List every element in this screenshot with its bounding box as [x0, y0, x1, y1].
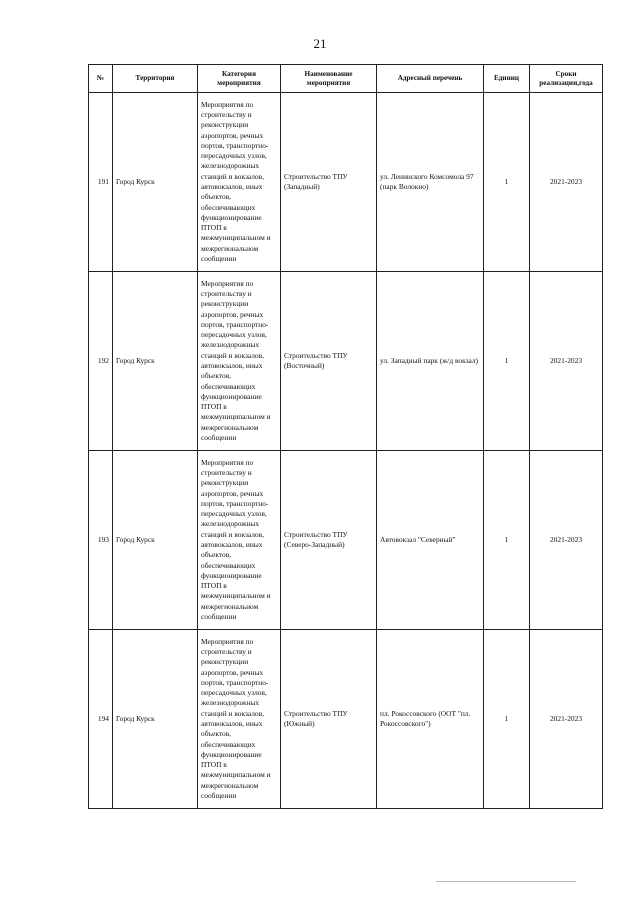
table-row	[89, 451, 603, 630]
row-territory: Город Курск	[113, 451, 198, 630]
header-name: Наименование мероприятия	[281, 65, 377, 93]
row-name: Строительство ТПУ (Восточный)	[281, 272, 377, 451]
row-category: Мероприятия по строительству и реконструкции аэропортов, речных портов, транспортно-пересадочных узлов, железнодорожных станций и вокзалов, автовокзалов, иных объектов, обеспечивающих функционирование ПТОП в межмуниципальном и межрегиональном сообщении	[198, 272, 281, 451]
row-dates: 2021-2023	[530, 93, 603, 272]
row-territory: Город Курск	[113, 93, 198, 272]
row-dates: 2021-2023	[530, 451, 603, 630]
row-category: Мероприятия по строительству и реконструкции аэропортов, речных портов, транспортно-пересадочных узлов, железнодорожных станций и вокзалов, автовокзалов, иных объектов, обеспечивающих функционирование ПТОП в межмуниципальном и межрегиональном сообщении	[198, 630, 281, 809]
scan-artifact-line	[436, 881, 576, 882]
table-row	[89, 272, 603, 451]
row-dates: 2021-2023	[530, 272, 603, 451]
header-category: Категория мероприятия	[198, 65, 281, 93]
row-count: 1	[484, 630, 530, 809]
measures-table	[88, 64, 603, 809]
row-name: Строительство ТПУ (Западный)	[281, 93, 377, 272]
row-number: 192	[89, 272, 113, 451]
row-number: 194	[89, 630, 113, 809]
row-territory: Город Курск	[113, 630, 198, 809]
row-address: ул. Западный парк (ж/д вокзал)	[377, 272, 484, 451]
row-name: Строительство ТПУ (Северо-Западный)	[281, 451, 377, 630]
row-count: 1	[484, 93, 530, 272]
row-number: 193	[89, 451, 113, 630]
table-header-row	[89, 65, 603, 93]
row-address: Автовокзал "Северный"	[377, 451, 484, 630]
table-row	[89, 630, 603, 809]
row-count: 1	[484, 272, 530, 451]
header-address: Адресный перечень	[377, 65, 484, 93]
row-address: пл. Рокоссовского (ООТ "пл. Рокоссовского")	[377, 630, 484, 809]
header-number: №	[89, 65, 113, 93]
row-category: Мероприятия по строительству и реконструкции аэропортов, речных портов, транспортно-пересадочных узлов, железнодорожных станций и вокзалов, автовокзалов, иных объектов, обеспечивающих функционирование ПТОП в межмуниципальном и межрегиональном сообщении	[198, 451, 281, 630]
header-dates: Сроки реализации,года	[530, 65, 603, 93]
page-number: 21	[313, 36, 327, 51]
header-count: Единиц	[484, 65, 530, 93]
row-count: 1	[484, 451, 530, 630]
table-row	[89, 93, 603, 272]
row-name: Строительство ТПУ (Южный)	[281, 630, 377, 809]
header-territory: Территория	[113, 65, 198, 93]
row-territory: Город Курск	[113, 272, 198, 451]
row-address: ул. Ленинского Комсомола 97 (парк Волокно)	[377, 93, 484, 272]
row-dates: 2021-2023	[530, 630, 603, 809]
row-category: Мероприятия по строительству и реконструкции аэропортов, речных портов, транспортно-пересадочных узлов, железнодорожных станций и вокзалов, автовокзалов, иных объектов, обеспечивающих функционирование ПТОП в межмуниципальном и межрегиональном сообщении	[198, 93, 281, 272]
row-number: 191	[89, 93, 113, 272]
